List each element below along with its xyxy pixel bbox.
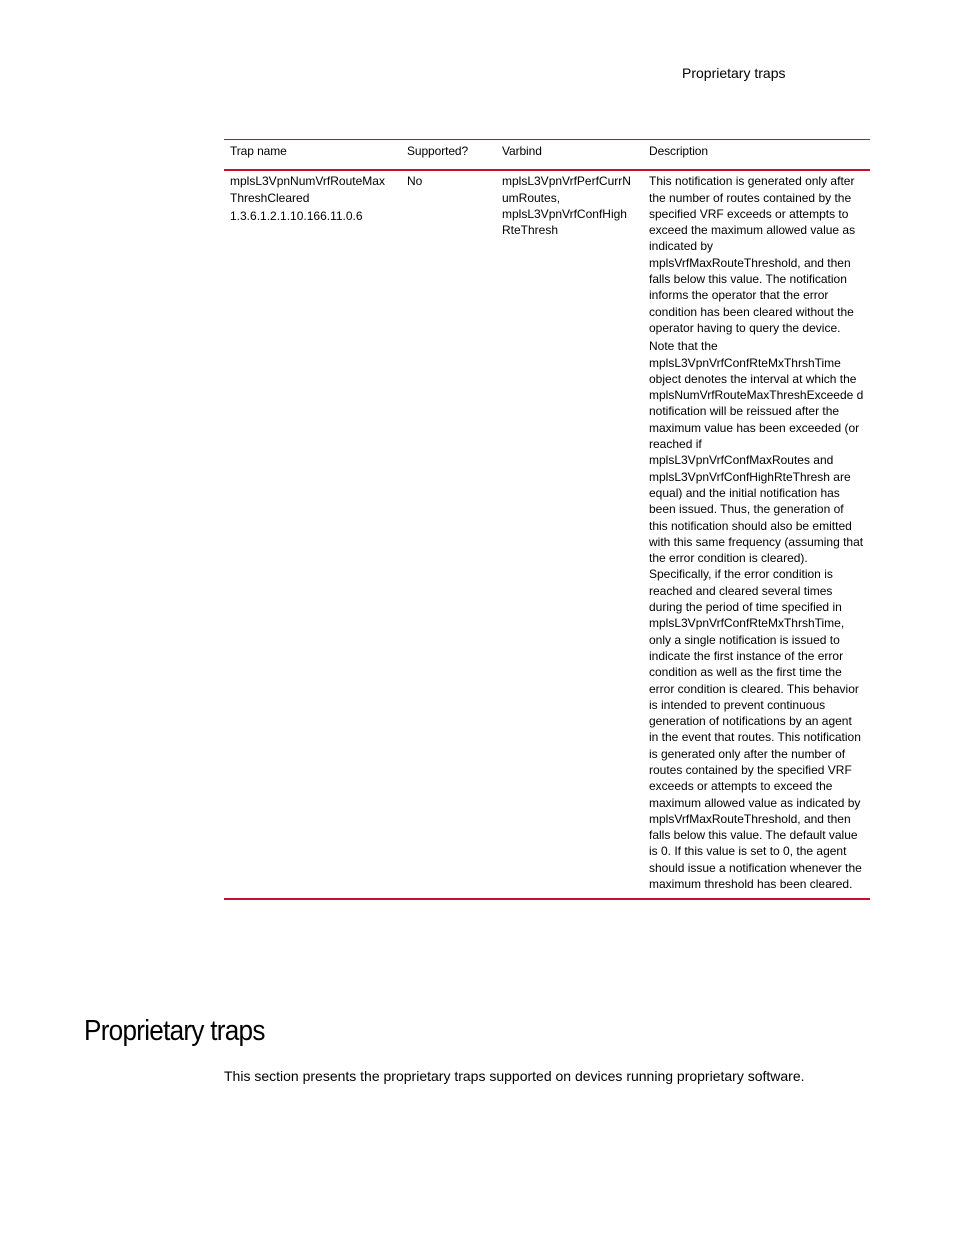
table-header-row	[224, 140, 870, 171]
description-paragraph: This notification is generated only after the number of routes contained by the specified VRF exceeds or attempts to exceed the maximum allowed value as indicated by mplsVrfMaxRouteThreshold, and then falls below this value. The notification informs the operator that the error condition has been cleared without the operator having to query the device.	[649, 174, 856, 335]
trap-name: mplsL3VpnNumVrfRouteMax ThreshCleared	[230, 174, 385, 205]
description-cell	[643, 170, 870, 899]
section-title: Proprietary traps	[84, 1015, 265, 1047]
supported-cell: No	[407, 174, 423, 189]
description-note: Note that the mplsL3VpnVrfConfRteMxThrshTime object denotes the interval at which the mplsNumVrfRouteMaxThreshExceede d notification will be reissued after the maximum value has been exceeded (or reached if mplsL3VpnVrfConfMaxRoutes and mplsL3VpnVrfConfHighRteThresh are equal) and the initial notification has been issued. Thus, the generation of this notification should also be emitted with this same frequency (assuming that the error condition is cleared). Specifically, if the error condition is reached and cleared several times during the period of time specified in mplsL3VpnVrfConfRteMxThrshTime, only a single notification is issued to indicate the first instance of the error condition as well as the first time the error condition is cleared. This behavior is intended to prevent continuous generation of notifications by an agent in the event that routes. This notification is generated only after the number of routes contained by the specified VRF exceeds or attempts to exceed the maximum allowed value as indicated by mplsVrfMaxRouteThreshold, and then falls below this value. The default value is 0. If this value is set to 0, the agent should issue a notification whenever the maximum threshold has been cleared.	[649, 339, 864, 892]
running-header: Proprietary traps	[682, 65, 786, 81]
column-header-varbind: Varbind	[502, 144, 542, 158]
varbind-cell: mplsL3VpnVrfPerfCurrN umRoutes, mplsL3VpnVrfConfHigh RteThresh	[502, 174, 631, 238]
table-row	[224, 170, 870, 899]
section-intro: This section presents the proprietary traps supported on devices running proprietary software.	[224, 1068, 805, 1084]
trap-oid: 1.3.6.1.2.1.10.166.11.0.6	[230, 208, 363, 223]
trap-name-cell	[224, 170, 401, 899]
column-header-supported: Supported?	[407, 144, 469, 158]
column-header-description: Description	[649, 144, 708, 158]
column-header-trap-name: Trap name	[230, 144, 287, 158]
trap-table	[224, 139, 870, 900]
